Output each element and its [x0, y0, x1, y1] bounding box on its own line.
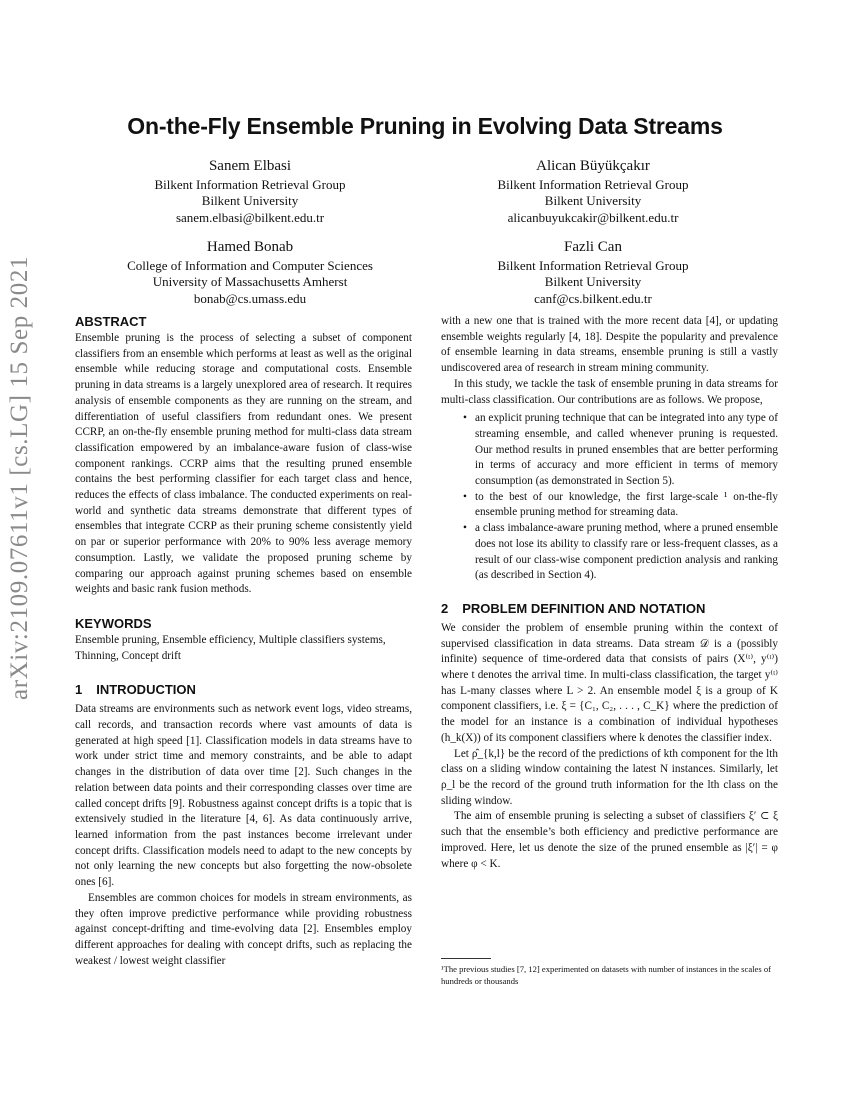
section-title: PROBLEM DEFINITION AND NOTATION — [462, 600, 706, 616]
author-affiliation: College of Information and Computer Sciences — [127, 258, 373, 273]
section-number: 2 — [441, 600, 449, 616]
problem-paragraph: The aim of ensemble pruning is selecting a subset of classifiers ξ′ ⊂ ξ such that the ensemble’s both efficiency and predictive performance are improved. Here, let us denote the size of the pruned ensemble as |ξ′| = φ where φ < K. — [441, 810, 778, 870]
abstract-text: Ensemble pruning is the process of selecting a subset of component classifiers from an ensemble which performs at least as well as the original ensemble while reducing storage and computational costs. Ensemble pruning in data streams is a largely unexplored area of research. It requires analysis of ensemble components as they are running on the stream, and differentiation of useful classifiers from redundant ones. We present CCRP, an on-the-fly ensemble pruning method for multi-class data stream classification empowered by an imbalance-aware fusion of class-wise component rankings. CCRP aims that the resulting pruned ensemble contains the best performing classifier for each target class and hence, reduces the effects of class imbalance. The conducted experiments on real-world and synthetic data streams demonstrate that different types of ensembles that integrate CCRP as their pruning scheme consistently yield on par or superior performance with 20% to 90% less average memory consumption. Lastly, we validate the proposed pruning scheme by comparing our approach against pruning schemes based on ensemble weights and basic rank fusion methods. — [75, 332, 412, 596]
contribution-list — [441, 411, 778, 584]
author-name: Fazli Can — [564, 239, 622, 255]
intro-paragraph: In this study, we tackle the task of ensemble pruning in data streams for multi-class classification. Our contributions are as follows. We propose, — [441, 377, 778, 406]
paper-title: On-the-Fly Ensemble Pruning in Evolving Data Streams — [127, 113, 723, 139]
intro-paragraph: Ensembles are common choices for models in stream environments, as they often improve predictive performance while providing robustness against concept-drifting and time-evolving data [2]. Ensembles employ different approaches for dealing with concept drifts, such as replacing the weakest / lowest weight classifier — [75, 891, 412, 967]
author-affiliation: Bilkent Information Retrieval Group — [497, 177, 689, 192]
section-title: INTRODUCTION — [96, 682, 196, 698]
abstract-heading: ABSTRACT — [75, 314, 147, 329]
problem-paragraph: We consider the problem of ensemble pruning within the context of supervised classification in data streams. Data stream 𝒟 is a (possibly infinite) sequence of time-ordered data that consists of pairs (X⁽ᵗ⁾, y⁽ᵗ⁾) where t denotes the arrival time. In multi-class classification, the target y⁽ᵗ⁾ has L-many classes where L > 2. An ensemble model ξ is a group of K component classifiers, i.e. ξ = {C₁, C₂, . . . , C_K} where the prediction of the model for an instance is a combination of individual hypotheses (h_k(X)) of its component classifiers where k denotes the classifier index. — [441, 621, 778, 744]
author-institution: Bilkent University — [544, 193, 642, 209]
list-item: • a class imbalance-aware pruning method, where a pruned ensemble does not lose its ability to classify rare or less-frequent classes, as a result of our class-wise component prediction analysis and ranking (as described in Section 4). — [463, 522, 778, 582]
author-block — [428, 157, 758, 226]
author-email: sanem.elbasi@bilkent.edu.tr — [175, 209, 325, 225]
intro-paragraph: Data streams are environments such as network event logs, video streams, call records, and transaction records where vast amounts of data is generated at high speed [1]. Classification models in data streams have to work under strict time and memory constraints, and be able to adapt changes in the distribution of data over time [2]. Such changes in the relation between data points and their corresponding classes over time are called concept drifts [9]. Robustness against concept drifts is a topic that is extensively studied in the literature [4, 6]. As data continuously arrive, learned information from the past instances become irrelevant under concept drifts. Classification models need to adapt to the new concepts by not only learning the new concepts but also forgetting the now-obsolete ones [6]. — [75, 703, 412, 889]
list-item-text: to the best of our knowledge, the first large-scale ¹ on-the-fly ensemble pruning method for streaming data. — [475, 490, 778, 519]
section-number: 1 — [75, 682, 83, 698]
author-block — [85, 238, 415, 307]
author-email: alicanbuyukcakir@bilkent.edu.tr — [507, 209, 679, 225]
section-heading — [441, 600, 778, 618]
arxiv-identifier[interactable]: arXiv:2109.07611v1 [cs.LG] 15 Sep 2021 — [6, 255, 33, 700]
list-item-text: a class imbalance-aware pruning method, where a pruned ensemble does not lose its ability to classify rare or less-frequent classes, as a result of our class-wise component prediction analysis and ranking (as described in Section 4). — [475, 522, 778, 582]
author-name: Sanem Elbasi — [208, 158, 292, 174]
author-affiliation: Bilkent Information Retrieval Group — [154, 177, 346, 192]
list-item: • to the best of our knowledge, the first large-scale ¹ on-the-fly ensemble pruning method for streaming data. — [463, 490, 778, 519]
author-institution: University of Massachusetts Amherst — [152, 274, 348, 290]
list-item-text: an explicit pruning technique that can be integrated into any type of streaming ensemble, and called whenever pruning is requested. Our method results in pruned ensembles that are better performing in terms of accuracy and more efficient in terms of memory consumption (as demonstrated in Section 5). — [475, 412, 778, 488]
author-block — [428, 238, 758, 307]
author-institution: Bilkent University — [544, 274, 642, 290]
right-column — [441, 314, 778, 872]
footnote — [441, 958, 778, 987]
footnote-text: ¹The previous studies [7, 12] experimented on datasets with number of instances in the scales of hundreds or thousands — [441, 964, 772, 986]
author-block — [85, 157, 415, 226]
footnote-rule — [441, 958, 491, 959]
author-email: canf@cs.bilkent.edu.tr — [534, 290, 652, 306]
author-email: bonab@cs.umass.edu — [193, 290, 307, 306]
keywords-heading: KEYWORDS — [75, 615, 152, 631]
author-name: Hamed Bonab — [206, 239, 294, 255]
keywords-text: Ensemble pruning, Ensemble efficiency, Multiple classifiers systems, Thinning, Concept drift — [75, 633, 386, 662]
section-heading — [75, 681, 412, 699]
left-column — [75, 313, 412, 969]
problem-paragraph: Let ρ̂_{k,l} be the record of the predictions of kth component for the lth class on a sliding window containing the latest N instances. Similarly, let ρ_l be the record of the ground truth information for the lth class on the sliding window. — [441, 747, 778, 807]
author-affiliation: Bilkent Information Retrieval Group — [497, 258, 689, 273]
author-institution: Bilkent University — [201, 193, 299, 209]
list-item: • an explicit pruning technique that can be integrated into any type of streaming ensemble, and called whenever pruning is requested. Our method results in pruned ensembles that are better performing in terms of accuracy and more efficient in terms of memory consumption (as demonstrated in Section 5). — [463, 412, 778, 488]
intro-paragraph: with a new one that is trained with the more recent data [4], or updating ensemble weights regularly [4, 18]. Despite the popularity and prevalence of ensemble learning in data streams, ensemble pruning is still a vastly undiscovered area of research in stream mining community. — [441, 315, 778, 375]
author-name: Alican Büyükçakır — [536, 158, 650, 174]
